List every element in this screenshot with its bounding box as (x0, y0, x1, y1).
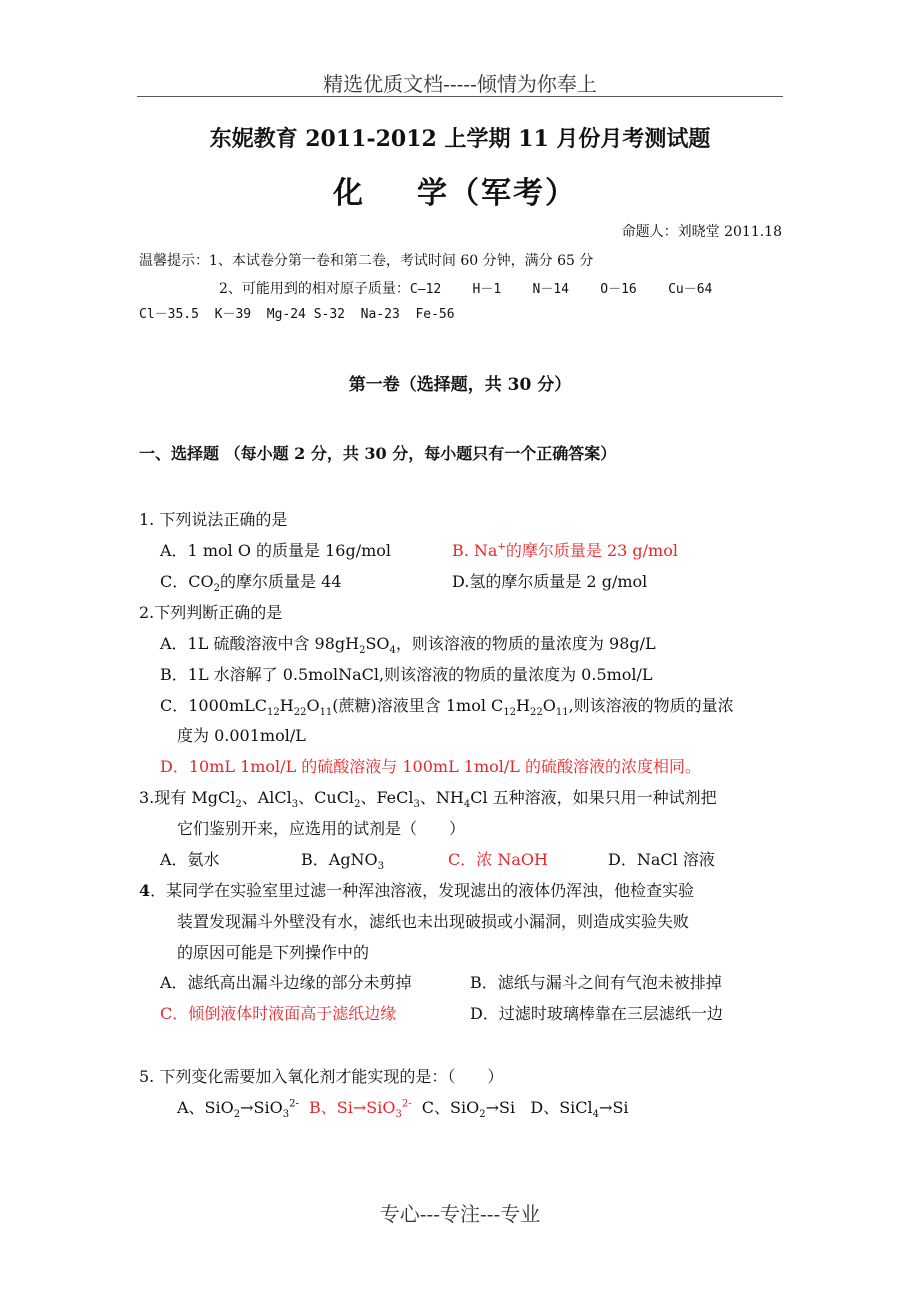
q4-option-d: D．过滤时玻璃棒靠在三层滤纸一边 (470, 1004, 723, 1023)
q5-d-sub: 4 (592, 1109, 600, 1121)
q5-d1: D、SiCl (530, 1098, 593, 1117)
header-rule (137, 96, 783, 97)
tips-line2-prefix: 2、可能用到的相对原子质量： (219, 281, 410, 297)
q5-c1: C、SiO (421, 1098, 480, 1117)
q2-option-c-line2: 度为 0.001mol/L (177, 726, 306, 745)
q5-b-sub: 3 (395, 1109, 402, 1121)
q3-s6: Cl 五种溶液，如果只用一种试剂把 (470, 788, 717, 807)
q5-option-d (530, 1098, 629, 1121)
q1-c-sub: 2 (213, 583, 220, 595)
q2-option-c (160, 693, 734, 719)
q5-c2: →Si (485, 1098, 516, 1117)
q1-option-b (452, 538, 678, 561)
q5-a-sub1: 2 (233, 1109, 241, 1121)
q2-c-t6: O (542, 696, 556, 715)
q5-stem: 5. 下列变化需要加入氧化剂才能实现的是：（ ） (139, 1067, 504, 1086)
q2-c-s4: 12 (503, 707, 517, 719)
q2-c-s2: 22 (293, 707, 307, 719)
q2-c-t4: (蔗糖)溶液里含 1mol C (332, 696, 504, 715)
q4-option-b: B．滤纸与漏斗之间有气泡未被排掉 (470, 973, 722, 992)
q3-b-sub: 3 (377, 861, 385, 873)
q4-option-c: C．倾倒液体时液面高于滤纸边缘 (160, 1004, 397, 1023)
q3-sub3: 2 (354, 799, 361, 811)
q2-c-s1: 12 (267, 707, 280, 719)
q5-option-a (177, 1098, 299, 1121)
page-footer: 专心---专注---专业 (379, 1202, 541, 1226)
q2-stem: 2.下列判断正确的是 (139, 603, 283, 622)
tips-line1: 温馨提示：1、本试卷分第一卷和第二卷，考试时间 60 分钟，满分 65 分 (139, 253, 594, 269)
q1-b-text2: 的摩尔质量是 23 g/mol (505, 541, 678, 560)
exam-title: 东妮教育 2011-2012 上学期 11 月份月考测试题 (209, 126, 711, 152)
section1-title: 第一卷（选择题，共 30 分） (348, 375, 572, 395)
q5-a-sub2: 3 (282, 1109, 290, 1121)
q1-option-d: D.氢的摩尔质量是 2 g/mol (452, 572, 648, 591)
q2-option-b: B．1L 水溶解了 0.5molNaCl,则该溶液的物质的量浓度为 0.5mol/L (160, 665, 653, 684)
q3-sub1: 2 (235, 799, 242, 811)
q2-c-s5: 22 (530, 707, 543, 719)
q4-stem-line1 (139, 878, 694, 901)
q3-option-d: D．NaCl 溶液 (608, 850, 715, 869)
q2-c-t7: ,则该溶液的物质的量浓 (568, 696, 734, 715)
q5-a1: A、SiO (177, 1098, 234, 1117)
q5-options (177, 1095, 629, 1121)
q1-stem: 1. 下列说法正确的是 (139, 510, 288, 529)
q2-a-s2: 4 (389, 645, 396, 657)
q4-stem-line2: 装置发现漏斗外壁没有水，滤纸也未出现破损或小漏洞，则造成实验失败 (177, 912, 690, 931)
q3-option-a: A．氨水 (160, 850, 220, 869)
q5-b-sup: 2- (401, 1098, 412, 1110)
q3-stem (139, 785, 717, 811)
q2-option-a (160, 631, 656, 657)
q2-a-t3: ，则该溶液的物质的量浓度为 98g/L (395, 634, 656, 653)
q1-c-text2: 的摩尔质量是 44 (219, 572, 342, 591)
q2-c-s6: 11 (555, 707, 569, 719)
atomic-masses: C—12 H－1 N－14 O－16 Cu－64 (409, 282, 713, 297)
q5-option-b (309, 1098, 412, 1121)
q4-stem-line3: 的原因可能是下列操作中的 (177, 943, 370, 962)
q4-number: 4 (139, 881, 151, 900)
q3-s4: 、FeCl (360, 788, 414, 807)
q5-c-sub: 2 (479, 1109, 486, 1121)
q3-sub5: 4 (463, 799, 471, 811)
q2-c-t5: H (516, 696, 530, 715)
part1-heading: 一、选择题 （每小题 2 分，共 30 分，每小题只有一个正确答案） (139, 444, 617, 463)
q2-a-t1: A．1L 硫酸溶液中含 98gH (160, 634, 360, 653)
q4-line1: ．某同学在实验室里过滤一种浑浊溶液，发现滤出的液体仍浑浊，他检查实验 (150, 881, 695, 900)
q2-c-s3: 11 (319, 707, 333, 719)
q1-b-text1: B. Na (452, 541, 498, 560)
q2-option-d: D．10mL 1mol/L 的硫酸溶液与 100mL 1mol/L 的硫酸溶液的浓度相同。 (160, 757, 701, 776)
q5-b1: B、Si→SiO (309, 1098, 396, 1117)
q2-c-t1: C．1000mLC (160, 696, 268, 715)
q5-option-c (421, 1098, 516, 1121)
q2-c-t2: H (279, 696, 294, 715)
author-line: 命题人：刘晓堂 2011.18 (621, 224, 782, 240)
q4-option-a: A．滤纸高出漏斗边缘的部分未剪掉 (160, 973, 412, 992)
q1-option-a: A．1 mol O 的质量是 16g/mol (160, 541, 392, 560)
q1-option-c (160, 569, 342, 595)
q3-option-c: C．浓 NaOH (448, 850, 548, 869)
tips-line2 (219, 278, 712, 298)
q1-c-text1: C．CO (160, 572, 214, 591)
page-header: 精选优质文档-----倾情为你奉上 (323, 72, 597, 96)
subject-part2: 学（军考） (417, 176, 577, 211)
q2-a-t2: SO (365, 634, 390, 653)
q3-sub4: 3 (413, 799, 420, 811)
subject-title (333, 168, 577, 212)
q2-a-s1: 2 (359, 645, 366, 657)
q3-s5: 、NH (419, 788, 464, 807)
subject-part1: 化 (333, 176, 365, 211)
q5-a2: →SiO (240, 1098, 283, 1117)
q3-stem-line2: 它们鉴别开来，应选用的试剂是（ ） (177, 819, 466, 838)
q3-s2: 、AlCl (241, 788, 292, 807)
tips-line3: Cl－35.5 K－39 Mg-24 S-32 Na-23 Fe-56 (139, 307, 455, 322)
q3-b-text: B．AgNO (301, 850, 378, 869)
q3-s1: 3.现有 MgCl (139, 788, 236, 807)
q5-a-sup: 2- (289, 1098, 299, 1110)
q5-d2: →Si (599, 1098, 629, 1117)
q2-c-t3: O (306, 696, 320, 715)
q3-s3: 、CuCl (298, 788, 355, 807)
q3-option-b (301, 847, 385, 873)
q1-b-sup: + (497, 541, 506, 553)
q3-sub2: 3 (291, 799, 299, 811)
